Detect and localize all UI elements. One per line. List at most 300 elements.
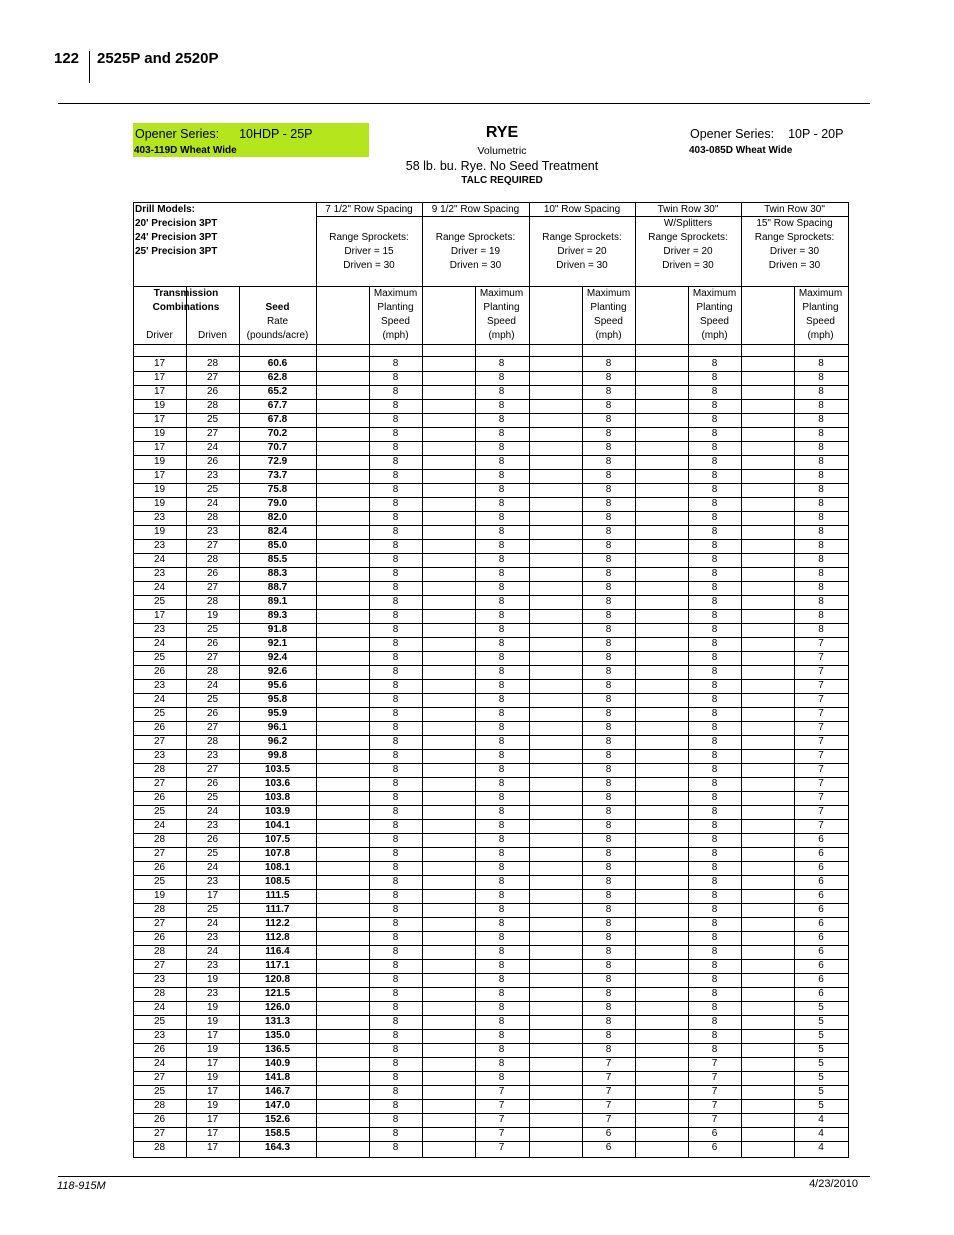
speed-twin-15-cell: 6	[818, 848, 824, 859]
speed-10-cell: 8	[605, 484, 612, 495]
speed-10-cell: 7	[605, 1072, 612, 1083]
driven-cell: 23	[206, 960, 219, 971]
driver-cell: 23	[153, 568, 166, 579]
driver-cell: 19	[153, 456, 166, 467]
driven-cell: 26	[206, 778, 219, 789]
speed-twin-splitter-cell: 8	[711, 554, 718, 565]
speed-9-5-cell: 8	[498, 498, 505, 509]
opener-series-left	[133, 123, 369, 157]
speed-twin-15-cell: 8	[818, 428, 824, 439]
driven-cell: 17	[206, 1086, 219, 1097]
speed-9-5-cell: 8	[498, 470, 505, 481]
speed-twin-splitter-cell: 8	[711, 456, 718, 467]
seed-header-2: Rate	[266, 316, 289, 327]
speed-twin-splitter-cell: 8	[711, 624, 718, 635]
table-border-bottom	[133, 1157, 848, 1158]
speed-7-5-cell: 8	[392, 1030, 399, 1041]
speed-twin-15-cell: 4	[818, 1128, 824, 1139]
speed-twin-15-cell: 8	[818, 414, 824, 425]
driver-cell: 23	[153, 680, 166, 691]
max-header-4-0: (mph)	[382, 330, 409, 341]
speed-twin-splitter-cell: 8	[711, 428, 718, 439]
driven-cell: 26	[206, 708, 219, 719]
range-sprockets-label-0: Range Sprockets:	[329, 232, 409, 243]
driven-cell: 24	[206, 862, 219, 873]
speed-7-5-cell: 8	[392, 862, 399, 873]
speed-9-5-cell: 8	[498, 750, 505, 761]
driver-cell: 25	[153, 876, 166, 887]
driver-cell: 28	[153, 834, 166, 845]
speed-10-cell: 8	[605, 540, 612, 551]
driver-cell: 24	[153, 694, 166, 705]
speed-9-5-cell: 8	[498, 1002, 505, 1013]
speed-7-5-cell: 8	[392, 596, 399, 607]
speed-10-cell: 8	[605, 526, 612, 537]
speed-10-cell: 8	[605, 638, 612, 649]
speed-twin-splitter-cell: 6	[711, 1142, 718, 1153]
driver-cell: 28	[153, 1142, 166, 1153]
speed-twin-15-cell: 7	[818, 680, 824, 691]
max-header-3-0: Speed	[381, 316, 410, 327]
speed-twin-15-cell: 4	[818, 1114, 824, 1125]
seed-rate-cell: 96.1	[267, 722, 288, 733]
crop-note: TALC REQUIRED	[461, 175, 543, 186]
speed-twin-splitter-cell: 8	[711, 568, 718, 579]
speed-twin-15-cell: 8	[818, 540, 824, 551]
seed-rate-cell: 140.9	[264, 1058, 291, 1069]
driven-cell: 24	[206, 918, 219, 929]
opener-left-label: Opener Series:	[135, 127, 220, 141]
speed-7-5-cell: 8	[392, 1058, 399, 1069]
speed-twin-15-cell: 8	[818, 386, 824, 397]
speed-10-cell: 8	[605, 582, 612, 593]
seed-rate-cell: 70.2	[267, 428, 288, 439]
speed-twin-15-cell: 8	[818, 442, 824, 453]
speed-7-5-cell: 8	[392, 988, 399, 999]
speed-twin-splitter-cell: 8	[711, 666, 718, 677]
speed-twin-splitter-cell: 8	[711, 932, 718, 943]
driven-cell: 24	[206, 806, 219, 817]
speed-10-cell: 8	[605, 764, 612, 775]
speed-10-cell: 8	[605, 1030, 612, 1041]
speed-twin-splitter-cell: 8	[711, 722, 718, 733]
driven-cell: 17	[206, 890, 219, 901]
speed-7-5-cell: 8	[392, 974, 399, 985]
speed-9-5-cell: 8	[498, 848, 505, 859]
speed-9-5-cell: 8	[498, 778, 505, 789]
seed-rate-cell: 92.6	[267, 666, 288, 677]
speed-twin-splitter-cell: 8	[711, 526, 718, 537]
seed-rate-cell: 135.0	[264, 1030, 291, 1041]
driven-cell: 26	[206, 456, 219, 467]
driver-cell: 26	[153, 862, 166, 873]
speed-twin-splitter-cell: 8	[711, 372, 718, 383]
seed-rate-cell: 89.3	[267, 610, 288, 621]
speed-twin-15-cell: 7	[818, 666, 824, 677]
driver-cell: 27	[153, 1072, 166, 1083]
driver-sprocket-3: Driver = 20	[663, 246, 713, 257]
speed-twin-15-cell: 6	[818, 974, 824, 985]
driver-cell: 26	[153, 666, 166, 677]
speed-twin-15-cell: 8	[818, 484, 824, 495]
driven-cell: 24	[206, 498, 219, 509]
seed-rate-cell: 120.8	[264, 974, 291, 985]
speed-twin-splitter-cell: 8	[711, 484, 718, 495]
speed-twin-splitter-cell: 6	[711, 1128, 718, 1139]
spacing-title-3: Twin Row 30"	[657, 204, 719, 215]
seed-rate-cell: 131.3	[264, 1016, 291, 1027]
speed-10-cell: 8	[605, 806, 612, 817]
driver-cell: 23	[153, 624, 166, 635]
speed-10-cell: 8	[605, 848, 612, 859]
seed-rate-table	[133, 202, 848, 1157]
driven-cell: 25	[206, 848, 219, 859]
driver-cell: 26	[153, 722, 166, 733]
speed-9-5-cell: 8	[498, 652, 505, 663]
speed-10-cell: 8	[605, 890, 612, 901]
seed-rate-cell: 108.5	[264, 876, 291, 887]
driven-cell: 26	[206, 834, 219, 845]
speed-10-cell: 8	[605, 694, 612, 705]
driven-sprocket-2: Driven = 30	[556, 260, 608, 271]
speed-7-5-cell: 8	[392, 414, 399, 425]
speed-9-5-cell: 8	[498, 932, 505, 943]
speed-9-5-cell: 8	[498, 960, 505, 971]
driven-cell: 23	[206, 526, 219, 537]
speed-twin-15-cell: 7	[818, 736, 824, 747]
speed-7-5-cell: 8	[392, 764, 399, 775]
speed-twin-15-cell: 8	[818, 372, 824, 383]
header-divider	[89, 51, 90, 83]
speed-twin-15-cell: 8	[818, 596, 824, 607]
speed-twin-splitter-cell: 8	[711, 596, 718, 607]
seed-header-1: Seed	[265, 302, 290, 313]
speed-9-5-cell: 8	[498, 358, 505, 369]
speed-9-5-cell: 8	[498, 372, 505, 383]
seed-rate-cell: 164.3	[264, 1142, 291, 1153]
speed-9-5-cell: 8	[498, 1058, 505, 1069]
speed-9-5-cell: 8	[498, 974, 505, 985]
driven-sprocket-3: Driven = 30	[662, 260, 714, 271]
driven-cell: 23	[206, 750, 219, 761]
seed-header-3: (pounds/acre)	[246, 330, 309, 341]
speed-twin-15-cell: 7	[818, 764, 824, 775]
max-header-1-1: Maximum	[479, 288, 524, 299]
speed-9-5-cell: 8	[498, 526, 505, 537]
speed-10-cell: 8	[605, 904, 612, 915]
speed-10-cell: 8	[605, 946, 612, 957]
driven-cell: 17	[206, 1128, 219, 1139]
speed-10-cell: 8	[605, 960, 612, 971]
max-header-1-2: Maximum	[586, 288, 631, 299]
seed-rate-cell: 146.7	[264, 1086, 291, 1097]
driver-cell: 17	[153, 386, 166, 397]
driver-cell: 24	[153, 820, 166, 831]
opener-left-value: 10HDP - 25P	[239, 127, 313, 141]
speed-twin-15-cell: 6	[818, 862, 824, 873]
driver-cell: 17	[153, 414, 166, 425]
speed-10-cell: 6	[605, 1128, 612, 1139]
driven-cell: 28	[206, 666, 219, 677]
speed-twin-15-cell: 5	[818, 1030, 824, 1041]
driven-cell: 28	[206, 400, 219, 411]
spacing-subtitle-4: 15" Row Spacing	[756, 218, 833, 229]
speed-twin-15-cell: 6	[818, 960, 824, 971]
speed-9-5-cell: 8	[498, 386, 505, 397]
driven-cell: 23	[206, 470, 219, 481]
speed-twin-15-cell: 8	[818, 624, 824, 635]
driver-cell: 25	[153, 1016, 166, 1027]
speed-10-cell: 8	[605, 876, 612, 887]
speed-9-5-cell: 8	[498, 904, 505, 915]
driver-cell: 27	[153, 918, 166, 929]
driven-cell: 19	[206, 1002, 219, 1013]
speed-7-5-cell: 8	[392, 1086, 399, 1097]
speed-7-5-cell: 8	[392, 484, 399, 495]
speed-twin-splitter-cell: 8	[711, 820, 718, 831]
speed-7-5-cell: 8	[392, 540, 399, 551]
opener-left-part: 403-119D Wheat Wide	[134, 145, 237, 156]
speed-9-5-cell: 8	[498, 484, 505, 495]
range-sprockets-label-4: Range Sprockets:	[754, 232, 835, 243]
driver-cell: 19	[153, 484, 166, 495]
speed-twin-splitter-cell: 8	[711, 638, 718, 649]
speed-7-5-cell: 8	[392, 624, 399, 635]
driven-cell: 25	[206, 694, 219, 705]
speed-twin-15-cell: 8	[818, 526, 824, 537]
driven-cell: 23	[206, 932, 219, 943]
drill-models-label: Drill Models:	[135, 204, 196, 215]
seed-rate-cell: 75.8	[267, 484, 288, 495]
speed-9-5-cell: 8	[498, 694, 505, 705]
footer-doc-number: 118-915M	[57, 1180, 106, 1192]
driven-cell: 17	[206, 1058, 219, 1069]
speed-twin-splitter-cell: 8	[711, 1044, 718, 1055]
driven-cell: 23	[206, 876, 219, 887]
speed-10-cell: 8	[605, 1044, 612, 1055]
speed-9-5-cell: 8	[498, 568, 505, 579]
speed-7-5-cell: 8	[392, 904, 399, 915]
speed-9-5-cell: 8	[498, 680, 505, 691]
driver-sprocket-2: Driver = 20	[557, 246, 607, 257]
max-header-4-3: (mph)	[701, 330, 728, 341]
driven-cell: 26	[206, 386, 219, 397]
speed-twin-splitter-cell: 7	[711, 1058, 718, 1069]
max-header-2-3: Planting	[696, 302, 733, 313]
max-header-3-1: Speed	[487, 316, 516, 327]
driver-cell: 23	[153, 1030, 166, 1041]
spacing-title-1: 9 1/2" Row Spacing	[431, 204, 520, 215]
speed-twin-splitter-cell: 8	[711, 974, 718, 985]
driven-cell: 17	[206, 1030, 219, 1041]
speed-twin-15-cell: 7	[818, 708, 824, 719]
driven-cell: 25	[206, 792, 219, 803]
speed-7-5-cell: 8	[392, 568, 399, 579]
driver-cell: 23	[153, 974, 166, 985]
speed-7-5-cell: 8	[392, 358, 399, 369]
speed-10-cell: 8	[605, 456, 612, 467]
speed-twin-15-cell: 7	[818, 722, 824, 733]
seed-rate-cell: 95.6	[267, 680, 288, 691]
speed-7-5-cell: 8	[392, 610, 399, 621]
speed-twin-15-cell: 6	[818, 946, 824, 957]
speed-twin-splitter-cell: 8	[711, 764, 718, 775]
speed-9-5-cell: 8	[498, 512, 505, 523]
speed-twin-15-cell: 7	[818, 792, 824, 803]
seed-rate-cell: 92.4	[267, 652, 288, 663]
seed-rate-cell: 85.5	[267, 554, 288, 565]
seed-rate-cell: 73.7	[267, 470, 288, 481]
max-header-2-4: Planting	[802, 302, 839, 313]
driven-cell: 17	[206, 1114, 219, 1125]
speed-7-5-cell: 8	[392, 498, 399, 509]
speed-twin-splitter-cell: 8	[711, 918, 718, 929]
speed-7-5-cell: 8	[392, 638, 399, 649]
speed-9-5-cell: 8	[498, 988, 505, 999]
speed-twin-splitter-cell: 8	[711, 778, 718, 789]
speed-9-5-cell: 8	[498, 1044, 505, 1055]
driven-cell: 27	[206, 540, 219, 551]
speed-9-5-cell: 8	[498, 414, 505, 425]
speed-twin-15-cell: 7	[818, 750, 824, 761]
speed-twin-15-cell: 8	[818, 456, 824, 467]
speed-7-5-cell: 8	[392, 932, 399, 943]
speed-10-cell: 8	[605, 820, 612, 831]
speed-twin-splitter-cell: 7	[711, 1100, 718, 1111]
page-title: 2525P and 2520P	[97, 50, 219, 67]
driver-cell: 26	[153, 1114, 166, 1125]
driven-cell: 27	[206, 764, 219, 775]
max-header-3-4: Speed	[806, 316, 835, 327]
speed-7-5-cell: 8	[392, 372, 399, 383]
speed-10-cell: 8	[605, 610, 612, 621]
driver-sprocket-0: Driver = 15	[344, 246, 394, 257]
driver-cell: 25	[153, 806, 166, 817]
driven-cell: 27	[206, 372, 219, 383]
speed-7-5-cell: 8	[392, 792, 399, 803]
max-header-1-0: Maximum	[373, 288, 418, 299]
driver-cell: 25	[153, 652, 166, 663]
driven-cell: 28	[206, 736, 219, 747]
speed-9-5-cell: 8	[498, 442, 505, 453]
driver-cell: 28	[153, 904, 166, 915]
speed-10-cell: 8	[605, 624, 612, 635]
speed-9-5-cell: 8	[498, 792, 505, 803]
speed-10-cell: 8	[605, 918, 612, 929]
speed-7-5-cell: 8	[392, 512, 399, 523]
speed-10-cell: 8	[605, 512, 612, 523]
driven-cell: 23	[206, 820, 219, 831]
seed-rate-cell: 121.5	[264, 988, 291, 999]
speed-10-cell: 7	[605, 1114, 612, 1125]
driven-cell: 19	[206, 1016, 219, 1027]
speed-10-cell: 8	[605, 554, 612, 565]
speed-9-5-cell: 7	[498, 1142, 505, 1153]
driver-cell: 17	[153, 358, 166, 369]
driver-cell: 27	[153, 848, 166, 859]
driven-cell: 28	[206, 596, 219, 607]
drill-model-1: 24' Precision 3PT	[135, 232, 218, 243]
speed-10-cell: 7	[605, 1100, 612, 1111]
driver-cell: 27	[153, 736, 166, 747]
speed-10-cell: 8	[605, 932, 612, 943]
driven-cell: 25	[206, 904, 219, 915]
drill-model-2: 25' Precision 3PT	[135, 246, 218, 257]
seed-rate-cell: 88.3	[267, 568, 288, 579]
speed-10-cell: 8	[605, 1016, 612, 1027]
driven-cell: 26	[206, 638, 219, 649]
speed-9-5-cell: 8	[498, 764, 505, 775]
max-header-3-3: Speed	[700, 316, 729, 327]
seed-rate-cell: 89.1	[267, 596, 288, 607]
seed-rate-cell: 65.2	[267, 386, 288, 397]
speed-7-5-cell: 8	[392, 386, 399, 397]
seed-rate-cell: 96.2	[267, 736, 288, 747]
speed-twin-splitter-cell: 8	[711, 442, 718, 453]
max-header-3-2: Speed	[594, 316, 623, 327]
max-header-4-1: (mph)	[488, 330, 515, 341]
seed-rate-cell: 67.7	[267, 400, 288, 411]
speed-7-5-cell: 8	[392, 694, 399, 705]
speed-twin-splitter-cell: 8	[711, 946, 718, 957]
trans-header-1: Transmission	[153, 288, 219, 299]
speed-7-5-cell: 8	[392, 652, 399, 663]
driver-cell: 17	[153, 470, 166, 481]
seed-rate-cell: 85.0	[267, 540, 288, 551]
driven-cell: 25	[206, 484, 219, 495]
speed-9-5-cell: 8	[498, 666, 505, 677]
speed-9-5-cell: 8	[498, 596, 505, 607]
driven-cell: 27	[206, 582, 219, 593]
driver-cell: 26	[153, 1044, 166, 1055]
speed-9-5-cell: 8	[498, 890, 505, 901]
speed-7-5-cell: 8	[392, 708, 399, 719]
speed-9-5-cell: 8	[498, 638, 505, 649]
spacing-title-2: 10" Row Spacing	[543, 204, 621, 215]
trans-header-2: Combinations	[152, 302, 220, 313]
speed-7-5-cell: 8	[392, 470, 399, 481]
speed-10-cell: 8	[605, 442, 612, 453]
opener-right-line	[690, 127, 843, 141]
speed-twin-15-cell: 8	[818, 498, 824, 509]
speed-10-cell: 8	[605, 400, 612, 411]
seed-rate-cell: 67.8	[267, 414, 288, 425]
driven-header: Driven	[198, 330, 227, 341]
speed-twin-splitter-cell: 8	[711, 1016, 718, 1027]
speed-10-cell: 8	[605, 568, 612, 579]
footer-rule	[58, 1176, 870, 1177]
seed-rate-cell: 158.5	[264, 1128, 291, 1139]
seed-rate-cell: 107.5	[264, 834, 291, 845]
seed-rate-cell: 91.8	[267, 624, 288, 635]
speed-9-5-cell: 8	[498, 834, 505, 845]
speed-twin-15-cell: 6	[818, 834, 824, 845]
speed-twin-15-cell: 8	[818, 554, 824, 565]
speed-twin-15-cell: 6	[818, 876, 824, 887]
speed-7-5-cell: 8	[392, 722, 399, 733]
speed-twin-splitter-cell: 8	[711, 876, 718, 887]
speed-twin-15-cell: 8	[818, 568, 824, 579]
speed-twin-15-cell: 7	[818, 652, 824, 663]
driver-cell: 17	[153, 610, 166, 621]
speed-10-cell: 8	[605, 750, 612, 761]
driver-cell: 24	[153, 638, 166, 649]
speed-9-5-cell: 8	[498, 554, 505, 565]
speed-10-cell: 8	[605, 988, 612, 999]
speed-twin-15-cell: 5	[818, 1016, 824, 1027]
seed-rate-cell: 112.8	[265, 932, 290, 943]
speed-7-5-cell: 8	[392, 1114, 399, 1125]
